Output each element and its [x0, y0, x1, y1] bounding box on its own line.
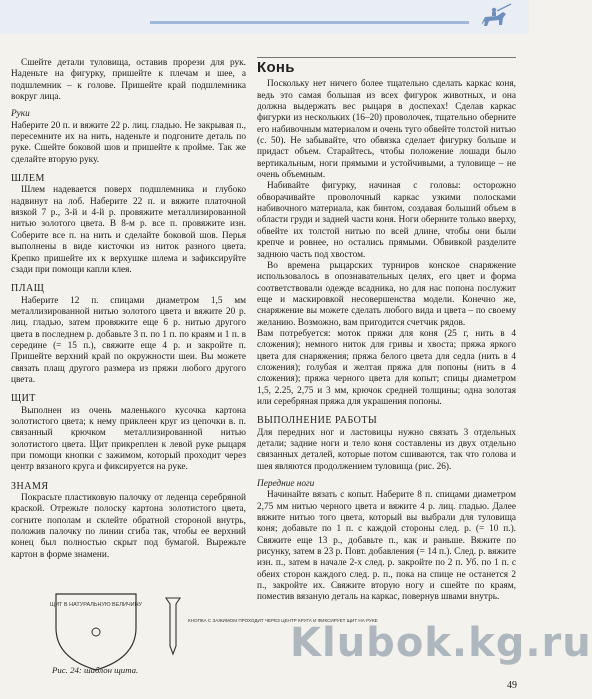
section-text-helmet: Шлем надевается поверх подшлемника и глубоко надвинут на лоб. Наберите 22 п. и вяжите платочной вязкой 7 р., 3-й и 4-й р. провяжите металлизированной нитью золотого цвета. В 8-м р. все п. провяжите изн. Соберите все п. на нить и сделайте боковой шов. Перья выполнены в виде кисточки из ниток разного цвета. Крепко пришейте их к верхушке шлема и зафиксируйте сзади при помощи капли клея.: [11, 185, 246, 275]
pin-label: КНОПКА С ЗАЖИМОМ ПРОХОДИТ ЧЕРЕЗ ЦЕНТР КРУГА И ФИКСИРУЕТ ЩИТ НА РУКЕ: [188, 618, 378, 623]
section-title-horse: Конь: [257, 59, 295, 76]
front-legs-paragraph: Начинайте вязать с копыт. Наберите 8 п. спицами диаметром 2,75 мм нитью черного цвета и вяжите 4 р. лиц. гладью. Далее вяжите нитью того цвета, который вы выбрали для туловища коня; добавьте по 1 п. с каждой стороны след. р. (= 10 п.). Свяжите еще 13 р., добавьте п., как и раньше. Вяжите по рисунку, затем в 23 р. Повт. добавления (= 14 п.). След. р. вяжите изн. п., затем в начале 2-х след. р. закройте по 2 п. Уб. по 1 п. с обеих сторон каждого след. р. п., пока на спице не останется 2 п., закройте их. Свяжите вторую ногу и сшейте по краям, поместив вязаную деталь на каркас, повернув швами внутрь.: [257, 490, 516, 603]
section-heading-helmet: ШЛЕМ: [11, 173, 45, 185]
work-paragraph: Для передних ног и ластовицы нужно связать 3 отдельных детали; задние ноги и тело коня составлены из двух отдельно связанных деталей, которые потом сшиваются, так что голова и шея являются продолжением туловища (рис. 26).: [257, 427, 516, 472]
horse-paragraph-3: Во времена рыцарских турниров конское снаряжение использовалось в опознавательных целях, его цвет и форма соответствовали одежде всадника, но для нас попона послужит еще и маскировкой несовершенства модели. Конечно же, снаряжение вы можете сделать любого вида и цвета – по своему желанию. Возможно, вам пригодится счетчик рядов.: [257, 260, 516, 328]
title-rule: [257, 57, 516, 58]
knight-on-horse-icon: [475, 3, 515, 33]
section-text-arms: Наберите 20 п. и вяжите 22 р. лиц. гладью. Не закрывая п., пересемните их на нить, наденьте и подгоните деталь по руке. Сшейте боковой шов и пришейте к пройме. Так же сделайте вторую руку.: [11, 120, 246, 165]
horse-paragraph-1: Поскольку нет ничего более тщательно сделать каркас коня, ведь это самая большая из всех фигурок животных, и она должна выдержать вес рыцаря в доспехах! Сделав каркас фигурки из нескольких (16–20) проволочек, тщательно оберните его набивочным материалом и очень туго обвейте толстой нитью (с. 50). Не забывайте, что обвязка сделает фигурку больше и придаст объем. Старайтесь, чтобы положение лошади было вертикальным, ноги прямыми и устойчивыми, а туловище – не очень объемным.: [257, 79, 516, 181]
section-text-banner: Покрасьте пластиковую палочку от леденца серебряной краской. Отрежьте полоску картона золотистого цвета, согните пополам и склейте обратной стороной внутрь, положив палочку по линии сгиба так, чтобы ее верхний конец был полностью скрыт под бумагой. Вырежьте картон в форме знамени.: [11, 493, 246, 560]
top-rule: [150, 21, 469, 24]
shield-label: ЩИТ В НАТУРАЛЬНУЮ ВЕЛИЧИНУ: [49, 602, 143, 608]
section-heading-cloak: ПЛАЩ: [11, 283, 45, 295]
materials-paragraph: Вам потребуется: моток пряжи для коня (25 г, нить в 4 сложения); немного ниток для гривы и хвоста; пряжа яркого цвета для снаряжения; пряжа белого цвета для седла (нить в 4 сложения); голубая и желтая пряжа для попоны (нить в 4 сложения); пряжа черного цвета для копыт; спицы диаметром 1,5, 2.25, 2,75 и 3 мм, крючок средней толщины; одна золотая или серебряная пряжа для украшения попоны.: [257, 328, 516, 407]
top-decorative-band: [0, 0, 529, 34]
shield-template-figure: [48, 588, 378, 674]
left-column: [11, 58, 246, 561]
section-text-shield: Выполнен из очень маленького кусочка картона золотистого цвета; к нему приклеен круг из цепочки в. п. связанный крючком металлизированной нитью золотистого цвета. Щит прикреплен к левой руке рыцаря при помощи кнопки с зажимом, который проходит через центр вязаного круга и фиксируется на руке.: [11, 405, 246, 473]
subheading-front-legs: Передние ноги: [257, 479, 315, 490]
section-text-cloak: Наберите 12 п. спицами диаметром 1,5 мм металлизированной нитью золотого цвета и вяжите 20 р. лиц. гладью, затем провяжите еще 6 р. нитью другого цвета в последнем р. добавьте 3 п. по 1 п. по краям и 1 п. в середине (= 15 п.), свяжите еще 4 р. и закройте п. Пришейте верхний край по окружности шеи. Вы можете связать плащ другого размера из пряжи любого другого цвета.: [11, 295, 246, 385]
watermark: Klubok.kg.ru: [290, 620, 592, 666]
page-number: 49: [507, 680, 517, 691]
intro-paragraph: Сшейте детали туловища, оставив прорези для рук. Наденьте на фигурку, пришейте к плечам и шее, а подшлемник – к голове. Пришейте край подшлемника вокруг лица.: [11, 58, 246, 103]
horse-paragraph-2: Набивайте фигурку, начиная с головы: осторожно обворачивайте проволочный каркас узкими полосками набивочного материала, как бинтом, создавая больший объем в области груди и задней части коня. Ноги оберните только вверху, обвейте их толстой нитью по всей длине, чтобы они были крепче и ровнее, но остались прямыми. Обвивкой разделите заднюю часть под хвостом.: [257, 181, 516, 260]
section-heading-shield: ЩИТ: [11, 393, 36, 405]
section-heading-work: ВЫПОЛНЕНИЕ РАБОТЫ: [257, 415, 378, 427]
figure-caption: Рис. 24: шаблон щита.: [52, 665, 139, 675]
section-heading-banner: ЗНАМЯ: [11, 480, 49, 492]
section-heading-arms: Руки: [11, 109, 30, 120]
right-column: [257, 59, 516, 604]
